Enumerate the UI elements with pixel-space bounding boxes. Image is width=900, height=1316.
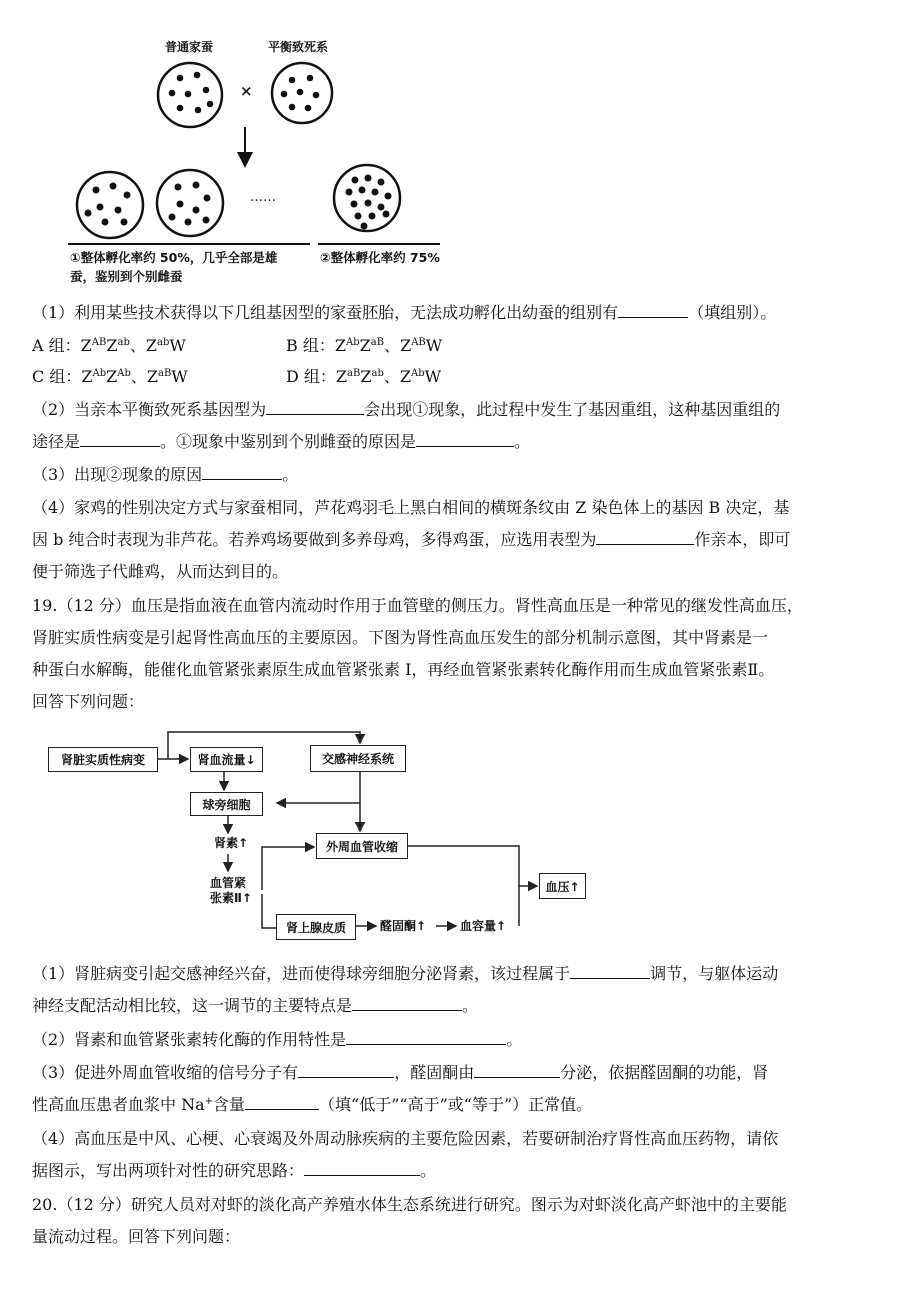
cross-symbol: × [240, 82, 253, 100]
answer-blank [352, 996, 462, 1011]
label-angiotensin-2-line2: 张素Ⅱ↑ [210, 891, 252, 905]
answer-blank [618, 303, 688, 318]
z: Z [80, 336, 92, 355]
z: Z [81, 367, 93, 386]
text: 神经支配活动相比较，这一调节的主要特点是 [32, 996, 353, 1015]
text: 调节，与躯体运动 [650, 964, 779, 983]
q19-intro-line3: 种蛋白水解酶，能催化血管紧张素原生成血管紧张素 I，再经血管紧张素转化酶作用而生成血管紧张素Ⅱ。 [32, 660, 775, 679]
text: 会出现①现象，此过程中发生了基因重组，这种基因重组的 [364, 400, 781, 419]
text: （3）促进外周血管收缩的信号分子有 [32, 1063, 299, 1082]
text: 分泌，依据醛固酮的功能，肾 [560, 1063, 769, 1082]
sep: 、 [130, 367, 147, 386]
ellipsis-dots: …… [250, 190, 276, 205]
note-1 [70, 248, 277, 286]
sup: aB [370, 337, 385, 348]
z: Z [106, 336, 118, 355]
text: 因 b 纯合时表现为非芦花。若养鸡场要做到多养母鸡，多得鸡蛋，应选用表型为 [32, 530, 597, 549]
q18-p1-text: （1）利用某些技术获得以下几组基因型的家蚕胚胎，无法成功孵化出幼蚕的组别有 [32, 303, 619, 322]
sep: 、 [383, 367, 400, 386]
answer-blank [474, 1063, 560, 1078]
q18-part4-line2 [32, 530, 790, 550]
text: 作亲本，即可 [694, 530, 791, 549]
answer-blank [416, 432, 514, 447]
answer-blank [304, 1161, 420, 1176]
sup: Ab [92, 368, 107, 379]
silkworm-cross-figure [0, 0, 900, 300]
w: W [425, 336, 443, 355]
q18-part2-line1 [32, 400, 780, 420]
option-label: A 组： [32, 336, 81, 355]
z: Z [106, 367, 118, 386]
sup: AB [411, 337, 426, 348]
note-1-line-2: 蚕，鉴别到个别雌蚕 [70, 269, 183, 284]
answer-blank [245, 1095, 319, 1110]
sup: Ab [117, 368, 131, 379]
answer-blank [266, 400, 364, 415]
answer-blank [596, 530, 694, 545]
box-adrenal-cortex: 肾上腺皮质 [276, 914, 356, 940]
text: 性高血压患者血浆中 Na [32, 1095, 205, 1114]
q20-line2: 量流动过程。回答下列问题： [32, 1227, 241, 1246]
q19-part3-line1 [32, 1063, 768, 1083]
dish-balanced-lethal [272, 63, 332, 123]
answer-blank [570, 964, 650, 979]
dish-offspring-2 [157, 170, 223, 236]
q18-part2-line2 [32, 432, 530, 452]
text: （2）当亲本平衡致死系基因型为 [32, 400, 267, 419]
z: Z [360, 367, 372, 386]
option-label: B 组： [286, 336, 335, 355]
text: 。 [514, 432, 531, 451]
text: 据图示，写出两项针对性的研究思路： [32, 1161, 305, 1180]
label-angiotensin-2-line1: 血管紧 [210, 876, 247, 890]
sup: + [204, 1096, 214, 1107]
sup: ab [117, 337, 130, 348]
dish-normal [158, 63, 222, 127]
answer-blank [80, 432, 160, 447]
note-2: ②整体孵化率约 75% [320, 250, 440, 265]
box-juxtaglomerular-cells: 球旁细胞 [190, 792, 263, 816]
label-renin: 肾素↑ [214, 836, 249, 850]
q19-part4-line2 [32, 1161, 436, 1181]
sup: Ab [411, 368, 425, 379]
text: （1）肾脏病变引起交感神经兴奋，进而使得球旁细胞分泌肾素，该过程属于 [32, 964, 571, 983]
text: ，醛固酮由 [394, 1063, 475, 1082]
sup: Ab [345, 337, 360, 348]
q18-part4-line3: 便于筛选子代雌鸡，从而达到目的。 [32, 562, 289, 581]
q18-part1 [32, 303, 776, 323]
text: 。 [282, 465, 299, 484]
w: W [424, 367, 442, 386]
q19-intro-line1: 19.（12 分）血压是指血液在血管内流动时作用于血管壁的侧压力。肾性高血压是一种常见的继发性高血压， [32, 596, 803, 615]
z: Z [399, 367, 411, 386]
box-blood-pressure: 血压↑ [539, 873, 586, 899]
text: 。 [506, 1030, 523, 1049]
w: W [171, 367, 188, 386]
dish-offspring-1 [77, 172, 143, 238]
text: （填“低于”“高于”或“等于”）正常值。 [319, 1095, 593, 1114]
text: 。①现象中鉴别到个别雌蚕的原因是 [160, 432, 417, 451]
text: 。 [462, 996, 479, 1015]
sup: aB [157, 368, 172, 379]
q19-part1-line1 [32, 964, 778, 984]
box-kidney-disease: 肾脏实质性病变 [48, 747, 158, 772]
answer-blank [298, 1063, 394, 1078]
q19-part2 [32, 1030, 522, 1050]
q19-intro-line2: 肾脏实质性病变是引起肾性高血压的主要原因。下图为肾性高血压发生的部分机制示意图，其中肾素是一 [32, 628, 769, 647]
q18-option-c [32, 367, 188, 387]
label-balanced-lethal: 平衡致死系 [268, 40, 329, 54]
text: 。 [420, 1161, 437, 1180]
sup: ab [157, 337, 170, 348]
answer-blank [346, 1030, 506, 1045]
label-blood-volume: 血容量↑ [460, 919, 507, 933]
q18-p1-tail: （填组别）。 [688, 303, 777, 322]
sep: 、 [129, 336, 146, 355]
text: 含量 [213, 1095, 246, 1114]
q18-option-d [286, 367, 441, 387]
z: Z [400, 336, 412, 355]
w: W [169, 336, 186, 355]
sup: ab [371, 368, 384, 379]
sup: AB [91, 337, 107, 348]
label-normal-silkworm: 普通家蚕 [165, 40, 214, 54]
dish-offspring-3 [334, 165, 400, 231]
q19-intro-line4: 回答下列问题： [32, 692, 145, 711]
label-aldosterone: 醛固酮↑ [380, 919, 427, 933]
box-peripheral-vasoconstriction: 外周血管收缩 [316, 833, 408, 859]
q18-option-a [32, 336, 186, 356]
sep: 、 [384, 336, 401, 355]
box-sympathetic-nervous-system: 交感神经系统 [310, 745, 406, 772]
hypertension-mechanism-diagram [0, 720, 900, 950]
text: 途径是 [32, 432, 81, 451]
z: Z [145, 336, 157, 355]
z: Z [359, 336, 371, 355]
q19-part4-line1: （4）高血压是中风、心梗、心衰竭及外周动脉疾病的主要危险因素，若要研制治疗肾性高血压药物，请依 [32, 1129, 779, 1148]
text: （2）肾素和血管紧张素转化酶的作用特性是 [32, 1030, 347, 1049]
option-label: C 组： [32, 367, 82, 386]
q20-line1: 20.（12 分）研究人员对对虾的淡化高产养殖水体生态系统进行研究。图示为对虾淡化高产虾池中的主要能 [32, 1195, 787, 1214]
q18-part3 [32, 465, 298, 485]
q18-part4-line1: （4）家鸡的性别决定方式与家蚕相同，芦花鸡羽毛上黑白相间的横斑条纹由 Z 染色体上的基因 B 决定，基 [32, 498, 790, 517]
sup: aB [347, 368, 361, 379]
z: Z [335, 367, 348, 386]
box-renal-blood-flow: 肾血流量↓ [190, 747, 263, 772]
z: Z [334, 336, 346, 355]
note-1-line-1: ①整体孵化率约 50%，几乎全部是雄 [70, 250, 278, 265]
q18-option-b [286, 336, 442, 356]
option-label: D 组： [286, 367, 336, 386]
q19-part3-line2 [32, 1095, 592, 1115]
answer-blank [202, 465, 282, 480]
q19-part1-line2 [32, 996, 478, 1016]
z: Z [146, 367, 158, 386]
label-angiotensin-2 [210, 876, 252, 906]
text: （3）出现②现象的原因 [32, 465, 203, 484]
